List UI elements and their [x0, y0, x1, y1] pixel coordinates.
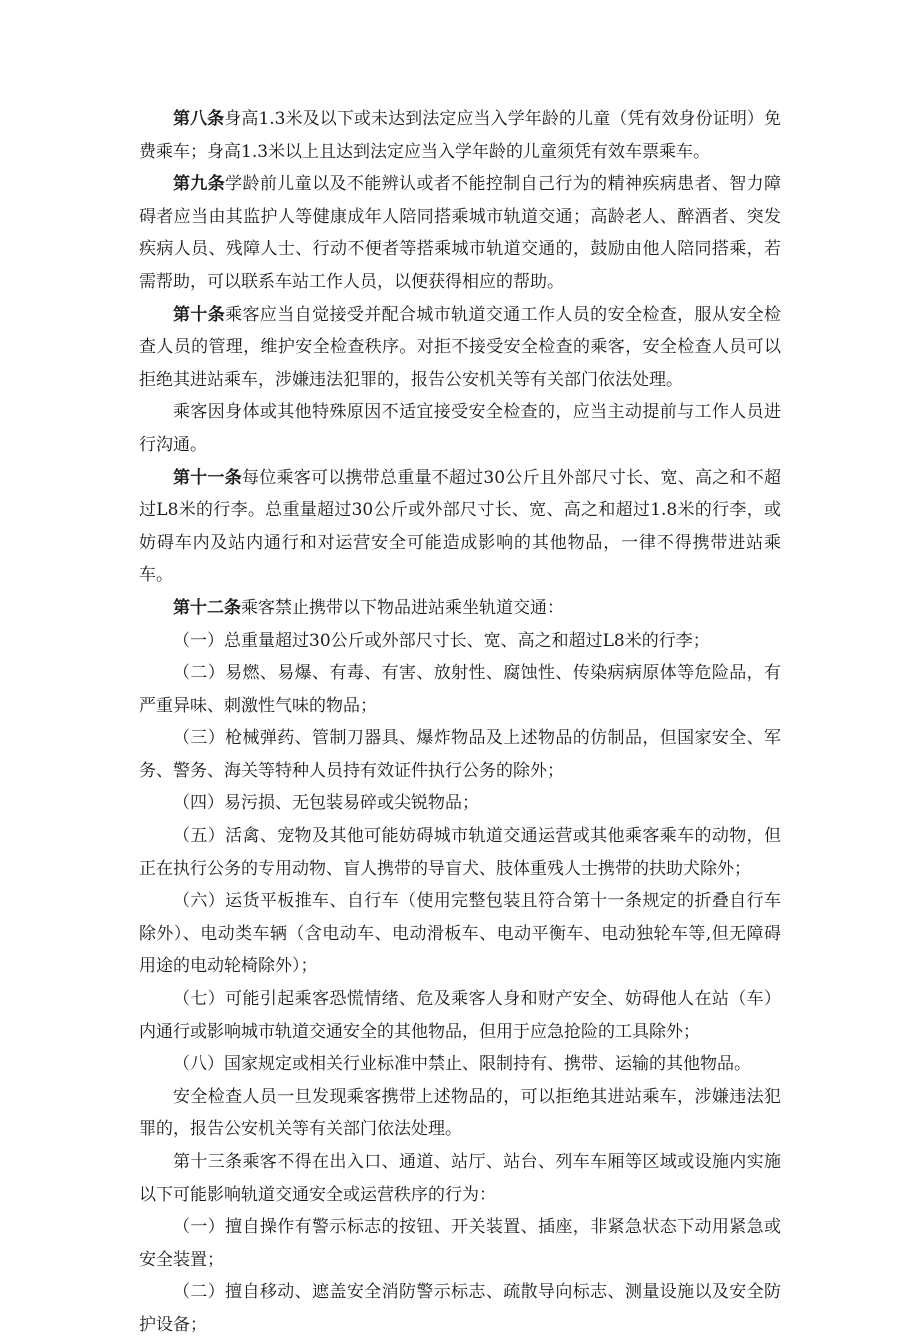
- paragraph-article-10-supplement: [139, 396, 781, 461]
- paragraph-text: 乘客禁止携带以下物品进站乘坐轨道交通：: [241, 597, 564, 618]
- list-item: [139, 787, 781, 820]
- list-item-text: （四）易污损、无包装易碎或尖锐物品；: [173, 793, 479, 814]
- list-item-text: （五）活禽、宠物及其他可能妨碍城市轨道交通运营或其他乘客乘车的动物，但正在执行公务的专用动物、盲人携带的导盲犬、肢体重残人士携带的扶助犬除外；: [139, 826, 781, 879]
- list-item-text: （八）国家规定或相关行业标准中禁止、限制持有、携带、运输的其他物品。: [173, 1054, 751, 1075]
- article-number: 第十二条: [173, 597, 241, 618]
- list-item-text: （二）易燃、易爆、有毒、有害、放射性、腐蚀性、传染病病原体等危险品，有严重异味、刺激性气味的物品；: [139, 663, 781, 716]
- list-item-text: （一）擅自操作有警示标志的按钮、开关装置、插座，非紧急状态下动用紧急或安全装置；: [139, 1217, 781, 1270]
- list-item-text: （三）枪械弹药、管制刀器具、爆炸物品及上述物品的仿制品，但国家安全、军务、警务、海关等特种人员持有效证件执行公务的除外；: [139, 728, 781, 781]
- paragraph-text: 乘客因身体或其他特殊原因不适宜接受安全检查的，应当主动提前与工作人员进行沟通。: [139, 402, 781, 455]
- paragraph-text: 学龄前儿童以及不能辨认或者不能控制自己行为的精神疾病患者、智力障碍者应当由其监护人等健康成年人陪同搭乘城市轨道交通；高龄老人、醉酒者、突发疾病人员、残障人士、行动不便者等搭乘城市轨道交通的，鼓励由他人陪同搭乘，若需帮助，可以联系车站工作人员，以便获得相应的帮助。: [139, 174, 782, 292]
- paragraph-article-10: [139, 299, 781, 397]
- article-number: 第九条: [173, 174, 226, 195]
- list-item: [139, 1211, 781, 1276]
- list-item: [139, 983, 781, 1048]
- paragraph-text: 身高1.3米及以下或未达到法定应当入学年龄的儿童（凭有效身份证明）免费乘车；身高1.3米以上且达到法定应当入学年龄的儿童须凭有效车票乘车。: [139, 109, 781, 162]
- article-number: 第十一条: [173, 467, 242, 488]
- paragraph-article-9: [139, 168, 781, 298]
- list-item: [139, 1276, 781, 1341]
- list-item: [139, 885, 781, 983]
- article-number: 第八条: [173, 109, 225, 129]
- paragraph-text: 乘客应当自觉接受并配合城市轨道交通工作人员的安全检查，服从安全检查人员的管理，维护安全检查秩序。对拒不接受安全检查的乘客，安全检查人员可以拒绝其进站乘车，涉嫌违法犯罪的，报告公安机关等有关部门依法处理。: [139, 304, 782, 390]
- list-item-text: （六）运货平板推车、自行车（使用完整包装且符合第十一条规定的折叠自行车除外）、电动类车辆（含电动车、电动滑板车、电动平衡车、电动独轮车等,但无障碍用途的电动轮椅除外）；: [139, 891, 781, 977]
- paragraph-article-12: [139, 592, 781, 625]
- paragraph-article-13: [139, 1146, 781, 1211]
- list-item: [139, 1048, 781, 1081]
- paragraph-article-11: [139, 462, 781, 592]
- paragraph-text: 第十三条乘客不得在出入口、通道、站厅、站台、列车车厢等区域或设施内实施以下可能影响轨道交通安全或运营秩序的行为：: [139, 1152, 781, 1205]
- paragraph-article-8: [139, 103, 781, 168]
- article-number: 第十条: [173, 304, 226, 325]
- list-item-text: （二）擅自移动、遮盖安全消防警示标志、疏散导向标志、测量设施以及安全防护设备；: [139, 1282, 781, 1335]
- list-item: [139, 657, 781, 722]
- list-item: [139, 820, 781, 885]
- list-item: [139, 722, 781, 787]
- document-body: [139, 103, 781, 1342]
- list-item-text: （一）总重量超过30公斤或外部尺寸长、宽、高之和超过L8米的行李；: [173, 630, 710, 651]
- list-item-text: （七）可能引起乘客恐慌情绪、危及乘客人身和财产安全、妨碍他人在站（车）内通行或影响城市轨道交通安全的其他物品，但用于应急抢险的工具除外；: [139, 989, 781, 1042]
- paragraph-security-check: [139, 1081, 781, 1146]
- paragraph-text: 每位乘客可以携带总重量不超过30公斤且外部尺寸长、宽、高之和不超过L8米的行李。总重量超过30公斤或外部尺寸长、宽、高之和超过1.8米的行李，或妨碍车内及站内通行和对运营安全可能造成影响的其他物品，一律不得携带进站乘车。: [139, 467, 781, 586]
- paragraph-text: 安全检查人员一旦发现乘客携带上述物品的，可以拒绝其进站乘车，涉嫌违法犯罪的，报告公安机关等有关部门依法处理。: [139, 1086, 781, 1140]
- list-item: [139, 625, 781, 658]
